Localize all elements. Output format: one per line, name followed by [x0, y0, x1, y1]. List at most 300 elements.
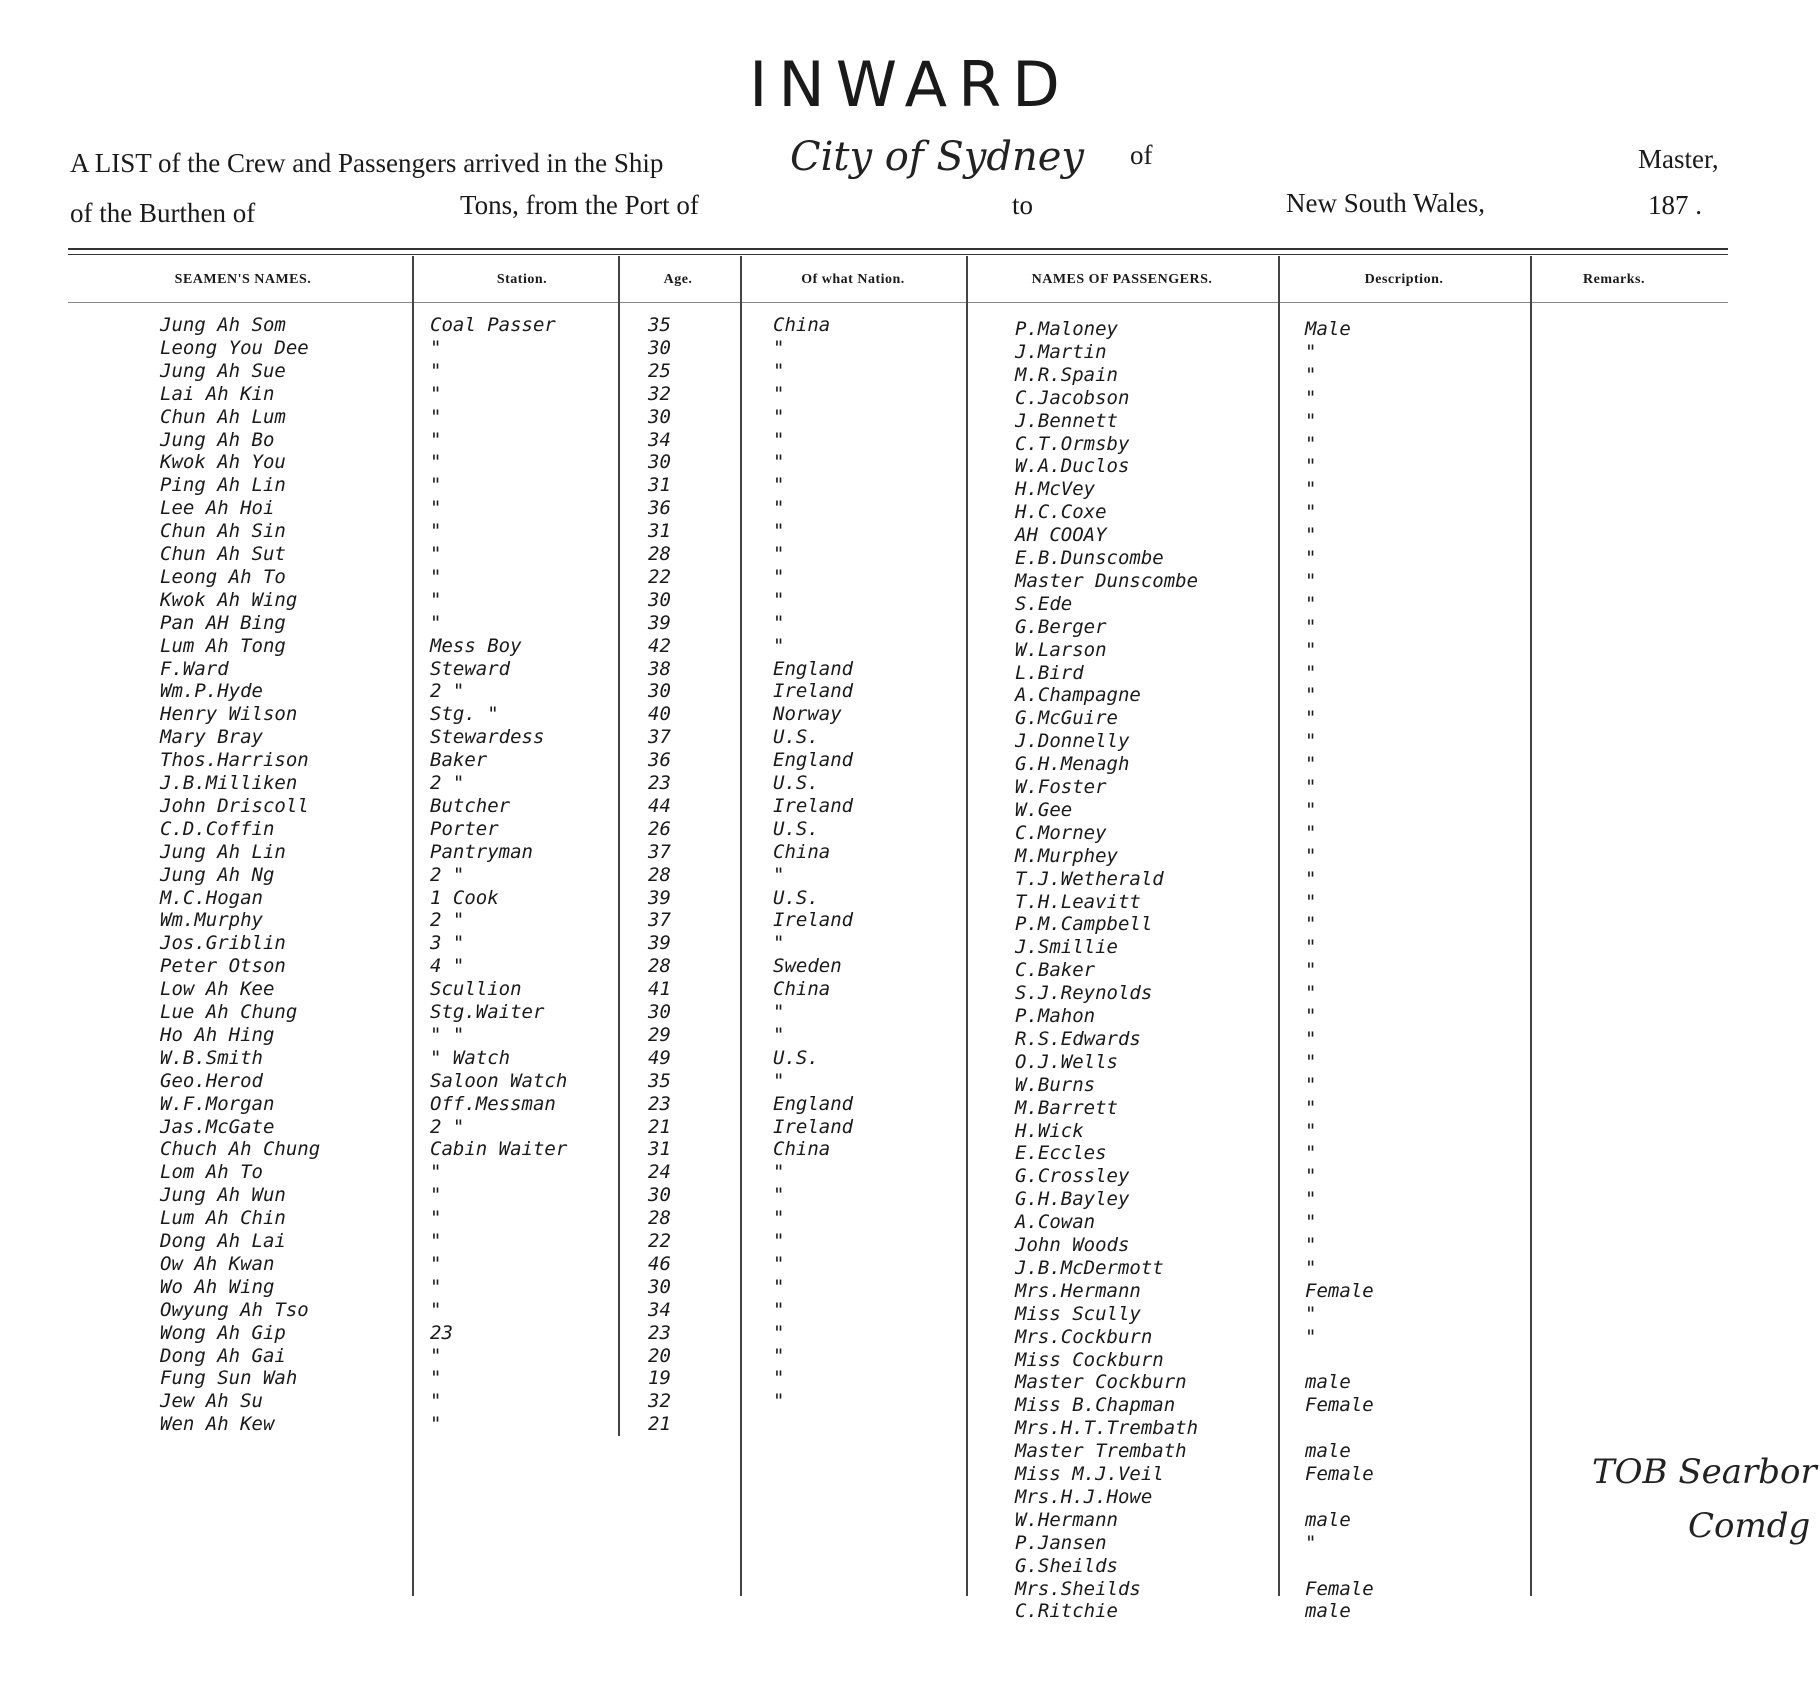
crew-station: 2 " [430, 680, 465, 702]
crew-name: C.D.Coffin [160, 818, 275, 840]
passenger-name: Master Cockburn [1015, 1371, 1187, 1393]
passenger-description: male [1305, 1600, 1351, 1622]
crew-station: 4 " [430, 955, 465, 977]
passenger-name: C.T.Ormsby [1015, 433, 1130, 455]
crew-nation: U.S. [773, 1047, 819, 1069]
crew-name: Jew Ah Su [160, 1390, 263, 1412]
passenger-description: " [1305, 891, 1317, 913]
crew-nation: " [773, 1367, 785, 1389]
crew-nation: " [773, 383, 785, 405]
crew-nation: China [773, 841, 831, 863]
crew-age: 30 [648, 337, 671, 359]
crew-nation: " [773, 635, 785, 657]
crew-name: Leong You Dee [160, 337, 309, 359]
crew-name: Lum Ah Chin [160, 1207, 286, 1229]
crew-age: 31 [648, 1138, 671, 1160]
crew-name: Dong Ah Gai [160, 1345, 286, 1367]
crew-age: 44 [648, 795, 671, 817]
column-heading-age: Age. [663, 272, 693, 287]
crew-nation: " [773, 520, 785, 542]
crew-station: " [430, 497, 442, 519]
crew-name: M.C.Hogan [160, 887, 263, 909]
passenger-name: G.Berger [1015, 616, 1107, 638]
column-heading-passengers: NAMES OF PASSENGERS. [1031, 272, 1213, 287]
crew-nation: U.S. [773, 818, 819, 840]
crew-age: 30 [648, 406, 671, 428]
crew-nation: Ireland [773, 680, 854, 702]
crew-nation: " [773, 1184, 785, 1206]
crew-nation: " [773, 864, 785, 886]
crew-station: " [430, 1367, 442, 1389]
passenger-description: " [1305, 1303, 1317, 1325]
column-heading-rule [68, 302, 1728, 303]
passenger-name: A.Champagne [1015, 684, 1141, 706]
crew-nation: " [773, 360, 785, 382]
crew-station: " [430, 1207, 442, 1229]
crew-age: 26 [648, 818, 671, 840]
column-heading-nation: Of what Nation. [801, 272, 905, 287]
passenger-description: " [1305, 501, 1317, 523]
passenger-description: " [1305, 1142, 1317, 1164]
crew-nation: " [773, 451, 785, 473]
header-of: of [1130, 140, 1153, 170]
crew-station: 1 Cook [430, 887, 499, 909]
crew-age: 21 [648, 1413, 671, 1435]
passenger-description: " [1305, 959, 1317, 981]
crew-nation: U.S. [773, 726, 819, 748]
passenger-description: " [1305, 822, 1317, 844]
crew-station: " [430, 429, 442, 451]
crew-nation: U.S. [773, 772, 819, 794]
crew-name: Jung Ah Ng [160, 864, 275, 886]
crew-age: 23 [648, 1093, 671, 1115]
passenger-name: John Woods [1015, 1234, 1130, 1256]
passenger-description: " [1305, 1028, 1317, 1050]
passenger-description: " [1305, 387, 1317, 409]
passenger-description: " [1305, 570, 1317, 592]
crew-name: Geo.Herod [160, 1070, 263, 1092]
crew-name: Henry Wilson [160, 703, 298, 725]
passenger-description: " [1305, 913, 1317, 935]
passenger-description: male [1305, 1509, 1351, 1531]
crew-nation: " [773, 1207, 785, 1229]
passenger-name: Master Dunscombe [1015, 570, 1199, 592]
crew-name: Peter Otson [160, 955, 286, 977]
crew-name: Chuch Ah Chung [160, 1138, 321, 1160]
passenger-name: M.Barrett [1015, 1097, 1118, 1119]
passenger-description: " [1305, 1532, 1317, 1554]
crew-age: 37 [648, 841, 671, 863]
passenger-description: " [1305, 1165, 1317, 1187]
crew-station: " [430, 612, 442, 634]
passenger-description: " [1305, 1120, 1317, 1142]
passenger-description: " [1305, 524, 1317, 546]
crew-station: 2 " [430, 1116, 465, 1138]
passenger-name: J.Smillie [1015, 936, 1118, 958]
crew-nation: U.S. [773, 887, 819, 909]
crew-age: 28 [648, 864, 671, 886]
crew-name: Thos.Harrison [160, 749, 309, 771]
passenger-name: E.Eccles [1015, 1142, 1107, 1164]
crew-age: 31 [648, 474, 671, 496]
passenger-name: G.H.Menagh [1015, 753, 1130, 775]
crew-nation: " [773, 429, 785, 451]
passenger-description: male [1305, 1371, 1351, 1393]
crew-nation: Ireland [773, 1116, 854, 1138]
passenger-name: G.Sheilds [1015, 1555, 1118, 1577]
crew-nation: England [773, 658, 854, 680]
crew-station: 2 " [430, 772, 465, 794]
header-master: Master, [1638, 144, 1719, 174]
crew-age: 30 [648, 1184, 671, 1206]
crew-nation: " [773, 1024, 785, 1046]
passenger-name: W.A.Duclos [1015, 455, 1130, 477]
passenger-description: " [1305, 1234, 1317, 1256]
column-divider-4 [966, 256, 968, 1596]
passenger-name: P.M.Campbell [1015, 913, 1153, 935]
crew-nation: England [773, 749, 854, 771]
header-new-south-wales: New South Wales, [1286, 188, 1486, 218]
crew-nation: " [773, 566, 785, 588]
crew-nation: " [773, 1345, 785, 1367]
crew-name: Lai Ah Kin [160, 383, 275, 405]
crew-age: 37 [648, 726, 671, 748]
crew-age: 25 [648, 360, 671, 382]
crew-age: 35 [648, 314, 671, 336]
passenger-name: J.B.McDermott [1015, 1257, 1164, 1279]
crew-age: 39 [648, 887, 671, 909]
passenger-name: R.S.Edwards [1015, 1028, 1141, 1050]
passenger-name: W.Burns [1015, 1074, 1096, 1096]
crew-station: 2 " [430, 909, 465, 931]
crew-station: " [430, 1390, 442, 1412]
crew-age: 28 [648, 543, 671, 565]
crew-station: " [430, 451, 442, 473]
passenger-name: L.Bird [1015, 662, 1084, 684]
passenger-name: Mrs.Hermann [1015, 1280, 1141, 1302]
crew-name: Jos.Griblin [160, 932, 286, 954]
passenger-description: " [1305, 1074, 1317, 1096]
crew-name: Kwok Ah You [160, 451, 286, 473]
crew-station: 23 [430, 1322, 453, 1344]
crew-station: " [430, 1413, 442, 1435]
crew-nation: China [773, 314, 831, 336]
column-heading-remarks: Remarks. [1583, 272, 1645, 287]
header-to: to [1012, 190, 1034, 220]
crew-name: Chun Ah Sin [160, 520, 286, 542]
passenger-name: A.Cowan [1015, 1211, 1096, 1233]
crew-age: 28 [648, 1207, 671, 1229]
crew-station: Off.Messman [430, 1093, 556, 1115]
crew-age: 30 [648, 680, 671, 702]
header-year: 187 . [1648, 190, 1702, 220]
crew-nation: China [773, 1138, 831, 1160]
passenger-description: " [1305, 1257, 1317, 1279]
passenger-description: Male [1305, 318, 1351, 340]
crew-age: 32 [648, 1390, 671, 1412]
crew-name: Lum Ah Tong [160, 635, 286, 657]
crew-name: Wen Ah Kew [160, 1413, 275, 1435]
crew-name: Pan AH Bing [160, 612, 286, 634]
column-heading-seamen: SEAMEN'S NAMES. [174, 272, 312, 287]
passenger-description: " [1305, 616, 1317, 638]
crew-station: Steward [430, 658, 511, 680]
crew-station: Saloon Watch [430, 1070, 568, 1092]
crew-age: 35 [648, 1070, 671, 1092]
crew-station: " [430, 543, 442, 565]
passenger-description: " [1305, 455, 1317, 477]
crew-nation: " [773, 543, 785, 565]
crew-nation: " [773, 1070, 785, 1092]
passenger-name: T.J.Wetherald [1015, 868, 1164, 890]
passenger-name: P.Mahon [1015, 1005, 1096, 1027]
passenger-description: Female [1305, 1463, 1374, 1485]
passenger-name: Miss Scully [1015, 1303, 1141, 1325]
crew-age: 23 [648, 772, 671, 794]
crew-nation: " [773, 1001, 785, 1023]
crew-nation: " [773, 474, 785, 496]
crew-age: 37 [648, 909, 671, 931]
passenger-description: " [1305, 410, 1317, 432]
header-rule-top [68, 248, 1728, 250]
crew-station: " [430, 1184, 442, 1206]
passenger-description: " [1305, 707, 1317, 729]
crew-age: 49 [648, 1047, 671, 1069]
passenger-name: Mrs.H.T.Trembath [1015, 1417, 1199, 1439]
crew-age: 41 [648, 978, 671, 1000]
crew-age: 30 [648, 589, 671, 611]
crew-station: Butcher [430, 795, 511, 817]
column-divider-6 [1530, 256, 1532, 1596]
passenger-description: " [1305, 982, 1317, 1004]
passenger-name: H.Wick [1015, 1120, 1084, 1142]
passenger-name: Mrs.Cockburn [1015, 1326, 1153, 1348]
passenger-description: " [1305, 639, 1317, 661]
crew-station: Cabin Waiter [430, 1138, 568, 1160]
crew-station: " [430, 360, 442, 382]
crew-age: 32 [648, 383, 671, 405]
passenger-name: Master Trembath [1015, 1440, 1187, 1462]
crew-name: J.B.Milliken [160, 772, 298, 794]
crew-age: 39 [648, 932, 671, 954]
passenger-description: " [1305, 662, 1317, 684]
passenger-description: " [1305, 1211, 1317, 1233]
crew-age: 31 [648, 520, 671, 542]
crew-station: " [430, 383, 442, 405]
passenger-name: AH COOAY [1015, 524, 1107, 546]
passenger-name: E.B.Dunscombe [1015, 547, 1164, 569]
passenger-name: G.Crossley [1015, 1165, 1130, 1187]
crew-station: " [430, 1299, 442, 1321]
crew-name: Chun Ah Lum [160, 406, 286, 428]
passenger-name: S.Ede [1015, 593, 1073, 615]
crew-nation: " [773, 1230, 785, 1252]
crew-station: " [430, 1161, 442, 1183]
crew-name: Lom Ah To [160, 1161, 263, 1183]
passenger-description: " [1305, 433, 1317, 455]
crew-age: 40 [648, 703, 671, 725]
crew-name: Ho Ah Hing [160, 1024, 275, 1046]
crew-name: F.Ward [160, 658, 229, 680]
passenger-name: Miss Cockburn [1015, 1349, 1164, 1371]
crew-station: Porter [430, 818, 499, 840]
commander-signature: TOB Searbor [1592, 1452, 1817, 1492]
crew-nation: " [773, 1161, 785, 1183]
crew-station: " [430, 337, 442, 359]
crew-station: " [430, 406, 442, 428]
passenger-name: O.J.Wells [1015, 1051, 1118, 1073]
crew-nation: " [773, 1299, 785, 1321]
passenger-description: " [1305, 1005, 1317, 1027]
crew-name: Jung Ah Sue [160, 360, 286, 382]
crew-age: 20 [648, 1345, 671, 1367]
crew-nation: Ireland [773, 909, 854, 931]
passenger-name: Miss B.Chapman [1015, 1394, 1176, 1416]
crew-station: " [430, 1253, 442, 1275]
crew-station: " [430, 1345, 442, 1367]
crew-age: 36 [648, 497, 671, 519]
passenger-description: Female [1305, 1578, 1374, 1600]
crew-station: 3 " [430, 932, 465, 954]
crew-station: " [430, 474, 442, 496]
passenger-name: G.H.Bayley [1015, 1188, 1130, 1210]
passenger-name: C.Baker [1015, 959, 1096, 981]
crew-nation: Ireland [773, 795, 854, 817]
crew-nation: Norway [773, 703, 842, 725]
ship-name-handwritten: City of Sydney [790, 134, 1085, 180]
header-list-intro: A LIST of the Crew and Passengers arrived in the Ship [70, 148, 664, 178]
crew-station: Stewardess [430, 726, 545, 748]
crew-nation: " [773, 1253, 785, 1275]
page-title: INWARD [749, 48, 1071, 121]
crew-age: 21 [648, 1116, 671, 1138]
crew-age: 22 [648, 1230, 671, 1252]
header-rule-bottom [68, 254, 1728, 255]
crew-nation: " [773, 932, 785, 954]
crew-name: Jung Ah Lin [160, 841, 286, 863]
crew-nation: Sweden [773, 955, 842, 977]
passenger-name: H.C.Coxe [1015, 501, 1107, 523]
passenger-description: " [1305, 730, 1317, 752]
crew-name: Jung Ah Bo [160, 429, 275, 451]
passenger-name: C.Morney [1015, 822, 1107, 844]
crew-station: 2 " [430, 864, 465, 886]
crew-nation: " [773, 497, 785, 519]
crew-age: 29 [648, 1024, 671, 1046]
crew-age: 46 [648, 1253, 671, 1275]
crew-name: Wo Ah Wing [160, 1276, 275, 1298]
passenger-name: H.McVey [1015, 478, 1096, 500]
passenger-description: " [1305, 776, 1317, 798]
passenger-description: " [1305, 1051, 1317, 1073]
crew-name: W.F.Morgan [160, 1093, 275, 1115]
crew-name: W.B.Smith [160, 1047, 263, 1069]
crew-age: 28 [648, 955, 671, 977]
crew-age: 22 [648, 566, 671, 588]
crew-age: 38 [648, 658, 671, 680]
passenger-name: P.Maloney [1015, 318, 1118, 340]
passenger-description: " [1305, 364, 1317, 386]
crew-name: Ping Ah Lin [160, 474, 286, 496]
passenger-name: W.Gee [1015, 799, 1073, 821]
header-tons-port: Tons, from the Port of [460, 190, 699, 220]
crew-nation: " [773, 406, 785, 428]
passenger-description: male [1305, 1440, 1351, 1462]
crew-name: John Driscoll [160, 795, 309, 817]
passenger-description: Female [1305, 1394, 1374, 1416]
crew-name: Fung Sun Wah [160, 1367, 298, 1389]
crew-station: Stg.Waiter [430, 1001, 545, 1023]
crew-nation: " [773, 589, 785, 611]
crew-station: Pantryman [430, 841, 533, 863]
passenger-description: " [1305, 753, 1317, 775]
passenger-name: Mrs.H.J.Howe [1015, 1486, 1153, 1508]
crew-station: " Watch [430, 1047, 511, 1069]
passenger-description: Female [1305, 1280, 1374, 1302]
passenger-name: W.Hermann [1015, 1509, 1118, 1531]
column-heading-description: Description. [1364, 272, 1444, 287]
passenger-name: W.Foster [1015, 776, 1107, 798]
crew-age: 24 [648, 1161, 671, 1183]
crew-name: Dong Ah Lai [160, 1230, 286, 1252]
crew-age: 19 [648, 1367, 671, 1389]
crew-station: Scullion [430, 978, 522, 1000]
crew-station: " [430, 520, 442, 542]
crew-name: Wm.Murphy [160, 909, 263, 931]
passenger-name: J.Donnelly [1015, 730, 1130, 752]
passenger-name: M.R.Spain [1015, 364, 1118, 386]
passenger-name: J.Martin [1015, 341, 1107, 363]
crew-name: Lee Ah Hoi [160, 497, 275, 519]
passenger-description: " [1305, 593, 1317, 615]
crew-nation: " [773, 1390, 785, 1412]
passenger-description: " [1305, 868, 1317, 890]
passenger-description: " [1305, 1326, 1317, 1348]
passenger-description: " [1305, 1188, 1317, 1210]
crew-age: 36 [648, 749, 671, 771]
crew-age: 30 [648, 1276, 671, 1298]
crew-name: Wong Ah Gip [160, 1322, 286, 1344]
crew-name: Mary Bray [160, 726, 263, 748]
passenger-name: T.H.Leavitt [1015, 891, 1141, 913]
header-burthen: of the Burthen of [70, 198, 256, 228]
passenger-description: " [1305, 478, 1317, 500]
crew-age: 30 [648, 451, 671, 473]
crew-name: Leong Ah To [160, 566, 286, 588]
crew-station: Baker [430, 749, 488, 771]
crew-age: 34 [648, 1299, 671, 1321]
crew-nation: " [773, 612, 785, 634]
crew-nation: " [773, 1322, 785, 1344]
crew-station: " [430, 1230, 442, 1252]
passenger-description: " [1305, 341, 1317, 363]
passenger-description: " [1305, 936, 1317, 958]
passenger-name: J.Bennett [1015, 410, 1118, 432]
crew-name: Kwok Ah Wing [160, 589, 298, 611]
crew-nation: China [773, 978, 831, 1000]
crew-age: 23 [648, 1322, 671, 1344]
passenger-name: W.Larson [1015, 639, 1107, 661]
crew-station: " [430, 1276, 442, 1298]
crew-name: Owyung Ah Tso [160, 1299, 309, 1321]
crew-age: 34 [648, 429, 671, 451]
crew-name: Lue Ah Chung [160, 1001, 298, 1023]
passenger-description: " [1305, 684, 1317, 706]
column-divider-3 [740, 256, 742, 1596]
passenger-name: Mrs.Sheilds [1015, 1578, 1141, 1600]
passenger-description: " [1305, 799, 1317, 821]
crew-age: 42 [648, 635, 671, 657]
